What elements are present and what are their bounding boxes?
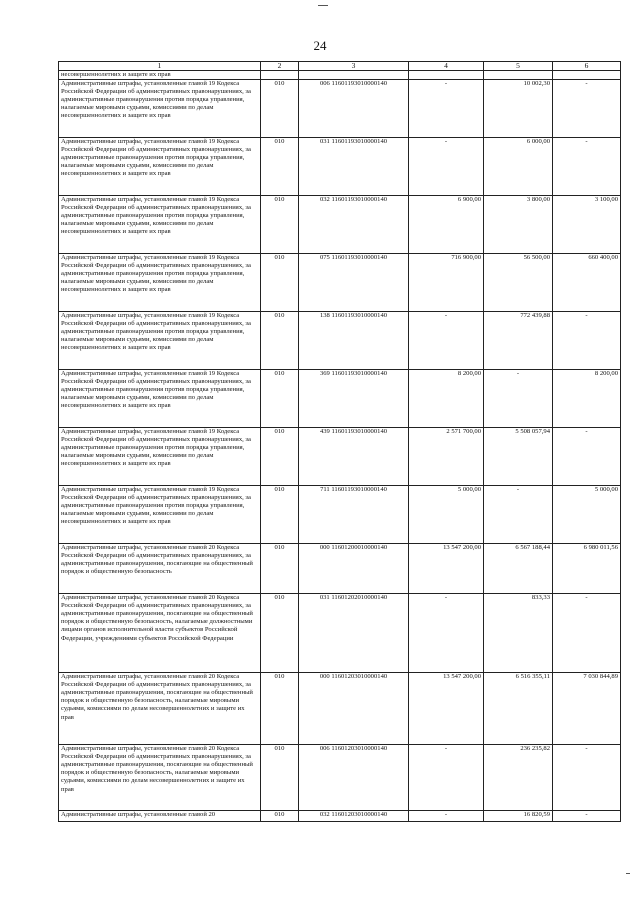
- table-row: [59, 486, 621, 544]
- admin-code-cell: 010: [261, 544, 299, 594]
- value-cell-5: 10 002,30: [484, 80, 553, 138]
- admin-code-cell: 010: [261, 486, 299, 544]
- value-cell-5: 6 567 188,44: [484, 544, 553, 594]
- admin-code-cell: 010: [261, 811, 299, 822]
- page-number: 24: [313, 38, 327, 53]
- budget-code-cell: [299, 71, 409, 80]
- table-row: [59, 312, 621, 370]
- value-cell-6: -: [553, 80, 621, 138]
- value-cell-6: -: [553, 428, 621, 486]
- value-cell-4: 13 547 200,00: [409, 544, 484, 594]
- column-header: 2: [261, 62, 299, 71]
- value-cell-4: 2 571 700,00: [409, 428, 484, 486]
- admin-code-cell: 010: [261, 312, 299, 370]
- description-cell: Административные штрафы, установленные главой 20 Кодекса Российской Федерации об административных правонарушениях, за административные правонарушения, посягающие на общественный порядок и общественную безопасность, налагаемые мировыми судьями, комиссиями по делам несовершеннолетних и защите их прав: [59, 673, 261, 745]
- budget-code-cell: 006 11601193010000140: [299, 80, 409, 138]
- value-cell-5: [484, 71, 553, 80]
- admin-code-cell: 010: [261, 254, 299, 312]
- value-cell-5: 6 516 355,11: [484, 673, 553, 745]
- table-row: [59, 594, 621, 673]
- description-cell: Административные штрафы, установленные главой 19 Кодекса Российской Федерации об административных правонарушениях, за административные правонарушения против порядка управления, налагаемые мировыми судьями, комиссиями по делам несовершеннолетних и защите их прав: [59, 486, 261, 544]
- value-cell-4: [409, 71, 484, 80]
- admin-code-cell: 010: [261, 370, 299, 428]
- value-cell-5: 16 820,59: [484, 811, 553, 822]
- admin-code-cell: 010: [261, 196, 299, 254]
- value-cell-6: -: [553, 594, 621, 673]
- value-cell-6: 6 980 011,56: [553, 544, 621, 594]
- value-cell-6: 7 030 844,89: [553, 673, 621, 745]
- description-cell: Административные штрафы, установленные главой 20 Кодекса Российской Федерации об административных правонарушениях, за административные правонарушения, посягающие на общественный порядок и общественную безопасность, налагаемые должностными лицами органов исполнительной власти субъектов Российской Федерации, учреждениями субъектов Российской Федерации: [59, 594, 261, 673]
- admin-code-cell: 010: [261, 138, 299, 196]
- description-cell: Административные штрафы, установленные главой 19 Кодекса Российской Федерации об административных правонарушениях, за административные правонарушения против порядка управления, налагаемые мировыми судьями, комиссиями по делам несовершеннолетних и защите их прав: [59, 196, 261, 254]
- table-body: [59, 71, 621, 822]
- budget-code-cell: 032 11601193010000140: [299, 196, 409, 254]
- table-row: [59, 428, 621, 486]
- budget-code-cell: 006 11601203010000140: [299, 745, 409, 811]
- value-cell-4: -: [409, 80, 484, 138]
- description-cell: Административные штрафы, установленные главой 19 Кодекса Российской Федерации об административных правонарушениях, за административные правонарушения против порядка управления, налагаемые мировыми судьями, комиссиями по делам несовершеннолетних и защите их прав: [59, 370, 261, 428]
- value-cell-4: 8 200,00: [409, 370, 484, 428]
- table-row: [59, 745, 621, 811]
- description-cell: Административные штрафы, установленные главой 19 Кодекса Российской Федерации об административных правонарушениях, за административные правонарушения против порядка управления, налагаемые мировыми судьями, комиссиями по делам несовершеннолетних и защите их прав: [59, 312, 261, 370]
- budget-code-cell: 031 11601202010000140: [299, 594, 409, 673]
- value-cell-5: 56 500,00: [484, 254, 553, 312]
- description-cell: Административные штрафы, установленные главой 20: [59, 811, 261, 822]
- budget-code-cell: 075 11601193010000140: [299, 254, 409, 312]
- admin-code-cell: 010: [261, 428, 299, 486]
- budget-code-cell: 031 11601193010000140: [299, 138, 409, 196]
- budget-code-cell: 711 11601193010000140: [299, 486, 409, 544]
- bottom-edge-mark: [626, 873, 630, 874]
- table-row: [59, 811, 621, 822]
- revenue-table: [58, 61, 621, 822]
- value-cell-5: 3 800,00: [484, 196, 553, 254]
- budget-code-cell: 439 11601193010000140: [299, 428, 409, 486]
- description-cell: Административные штрафы, установленные главой 20 Кодекса Российской Федерации об административных правонарушениях, за административные правонарушения, посягающие на общественный порядок и общественную безопасность: [59, 544, 261, 594]
- budget-code-cell: 000 11601203010000140: [299, 673, 409, 745]
- value-cell-4: -: [409, 811, 484, 822]
- admin-code-cell: 010: [261, 673, 299, 745]
- description-cell: несовершеннолетних и защите их прав: [59, 71, 261, 80]
- table-row: [59, 80, 621, 138]
- table-row: [59, 370, 621, 428]
- admin-code-cell: 010: [261, 594, 299, 673]
- value-cell-5: 6 000,00: [484, 138, 553, 196]
- continuation-row: [59, 71, 621, 80]
- value-cell-6: 660 400,00: [553, 254, 621, 312]
- description-cell: Административные штрафы, установленные главой 20 Кодекса Российской Федерации об административных правонарушениях, за административные правонарушения, посягающие на общественный порядок и общественную безопасность, налагаемые мировыми судьями, комиссиями по делам несовершеннолетних и защите их прав: [59, 745, 261, 811]
- admin-code-cell: 010: [261, 745, 299, 811]
- budget-code-cell: 138 11601193010000140: [299, 312, 409, 370]
- value-cell-4: -: [409, 138, 484, 196]
- value-cell-6: -: [553, 138, 621, 196]
- table-row: [59, 254, 621, 312]
- value-cell-5: 833,33: [484, 594, 553, 673]
- value-cell-6: 3 100,00: [553, 196, 621, 254]
- column-number-row: [59, 62, 621, 71]
- value-cell-5: -: [484, 370, 553, 428]
- table-row: [59, 544, 621, 594]
- column-header: 6: [553, 62, 621, 71]
- top-edge-mark: [318, 5, 328, 6]
- description-cell: Административные штрафы, установленные главой 19 Кодекса Российской Федерации об административных правонарушениях, за административные правонарушения против порядка управления, налагаемые мировыми судьями, комиссиями по делам несовершеннолетних и защите их прав: [59, 80, 261, 138]
- value-cell-6: -: [553, 811, 621, 822]
- value-cell-6: [553, 71, 621, 80]
- admin-code-cell: [261, 71, 299, 80]
- value-cell-6: 8 200,00: [553, 370, 621, 428]
- value-cell-5: -: [484, 486, 553, 544]
- table-row: [59, 196, 621, 254]
- value-cell-4: 716 900,00: [409, 254, 484, 312]
- budget-code-cell: 032 11601203010000140: [299, 811, 409, 822]
- value-cell-4: 6 900,00: [409, 196, 484, 254]
- column-header: 1: [59, 62, 261, 71]
- value-cell-4: -: [409, 745, 484, 811]
- value-cell-5: 5 508 057,94: [484, 428, 553, 486]
- value-cell-4: -: [409, 594, 484, 673]
- column-header: 3: [299, 62, 409, 71]
- budget-code-cell: 369 11601193010000140: [299, 370, 409, 428]
- admin-code-cell: 010: [261, 80, 299, 138]
- budget-code-cell: 000 11601200010000140: [299, 544, 409, 594]
- value-cell-4: -: [409, 312, 484, 370]
- value-cell-5: 772 439,88: [484, 312, 553, 370]
- description-cell: Административные штрафы, установленные главой 19 Кодекса Российской Федерации об административных правонарушениях, за административные правонарушения против порядка управления, налагаемые мировыми судьями, комиссиями по делам несовершеннолетних и защите их прав: [59, 138, 261, 196]
- value-cell-6: -: [553, 312, 621, 370]
- value-cell-4: 5 000,00: [409, 486, 484, 544]
- value-cell-6: 5 000,00: [553, 486, 621, 544]
- column-header: 5: [484, 62, 553, 71]
- description-cell: Административные штрафы, установленные главой 19 Кодекса Российской Федерации об административных правонарушениях, за административные правонарушения против порядка управления, налагаемые мировыми судьями, комиссиями по делам несовершеннолетних и защите их прав: [59, 428, 261, 486]
- description-cell: Административные штрафы, установленные главой 19 Кодекса Российской Федерации об административных правонарушениях, за административные правонарушения против порядка управления, налагаемые мировыми судьями, комиссиями по делам несовершеннолетних и защите их прав: [59, 254, 261, 312]
- value-cell-4: 13 547 200,00: [409, 673, 484, 745]
- value-cell-6: -: [553, 745, 621, 811]
- value-cell-5: 236 235,82: [484, 745, 553, 811]
- column-header: 4: [409, 62, 484, 71]
- table-row: [59, 673, 621, 745]
- table-row: [59, 138, 621, 196]
